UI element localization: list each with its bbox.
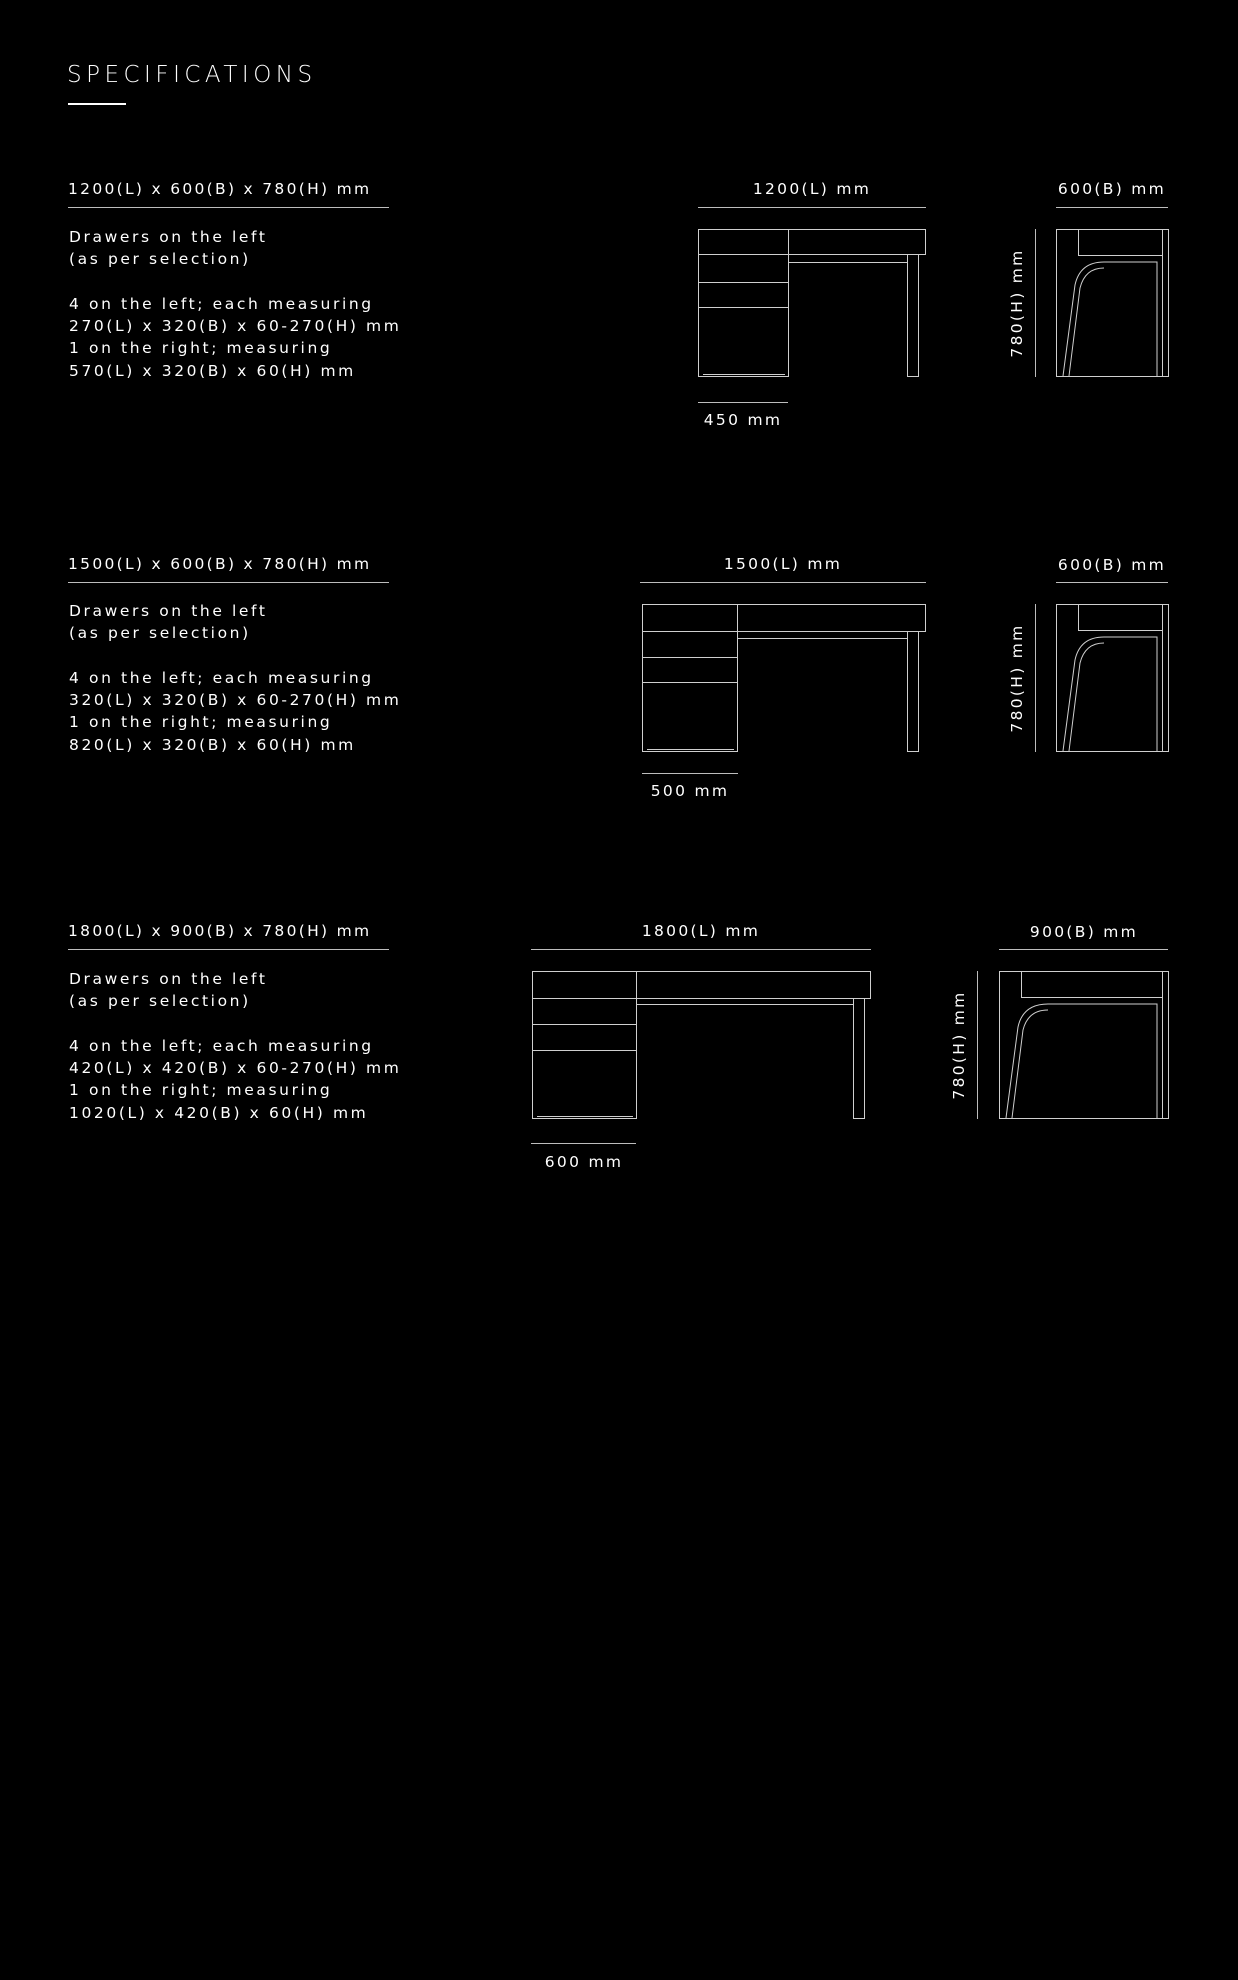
height-label: 780(H) mm (1008, 248, 1026, 358)
desc-line: 820(L) x 320(B) x 60(H) mm (69, 735, 356, 754)
drawer-unit-label: 600 mm (544, 1153, 624, 1171)
length-label: 1800(L) mm (641, 922, 761, 940)
side-elevation-drawing (0, 742, 1238, 1980)
desc-line: 420(L) x 420(B) x 60-270(H) mm (69, 1059, 402, 1078)
desc-line: 1 on the right; measuring (69, 1081, 333, 1100)
overall-dimensions: 1800(L) x 900(B) x 780(H) mm (68, 922, 372, 940)
height-label: 780(H) mm (950, 990, 968, 1100)
desc-line: (as per selection) (69, 624, 251, 643)
desc-line: 4 on the left; each measuring (69, 1036, 374, 1055)
length-label: 1500(L) mm (723, 555, 843, 573)
desc-line: 570(L) x 320(B) x 60(H) mm (69, 361, 356, 380)
desc-line: 4 on the left; each measuring (69, 294, 374, 313)
desc-line: 1020(L) x 420(B) x 60(H) mm (69, 1103, 369, 1122)
breadth-label: 900(B) mm (1029, 923, 1139, 941)
desc-line: 4 on the left; each measuring (69, 668, 374, 687)
page-title: SPECIFICATIONS (67, 62, 317, 88)
desc-line: Drawers on the left (69, 970, 268, 988)
desc-line: (as per selection) (69, 992, 251, 1011)
length-label: 1200(L) mm (752, 180, 872, 198)
height-label: 780(H) mm (1008, 623, 1026, 733)
drawer-unit-label: 500 mm (650, 782, 730, 800)
drawer-unit-label: 450 mm (703, 411, 783, 429)
overall-dimensions: 1500(L) x 600(B) x 780(H) mm (68, 555, 372, 573)
desc-line: 1 on the right; measuring (69, 339, 333, 358)
desc-line: (as per selection) (69, 250, 251, 269)
breadth-label: 600(B) mm (1057, 556, 1167, 574)
overall-dimensions: 1200(L) x 600(B) x 780(H) mm (68, 180, 372, 198)
desc-line: 1 on the right; measuring (69, 713, 333, 732)
desc-line: Drawers on the left (69, 602, 268, 620)
desc-line: 320(L) x 320(B) x 60-270(H) mm (69, 691, 402, 710)
breadth-label: 600(B) mm (1057, 180, 1167, 198)
desc-line: 270(L) x 320(B) x 60-270(H) mm (69, 317, 402, 336)
desc-line: Drawers on the left (69, 228, 268, 246)
